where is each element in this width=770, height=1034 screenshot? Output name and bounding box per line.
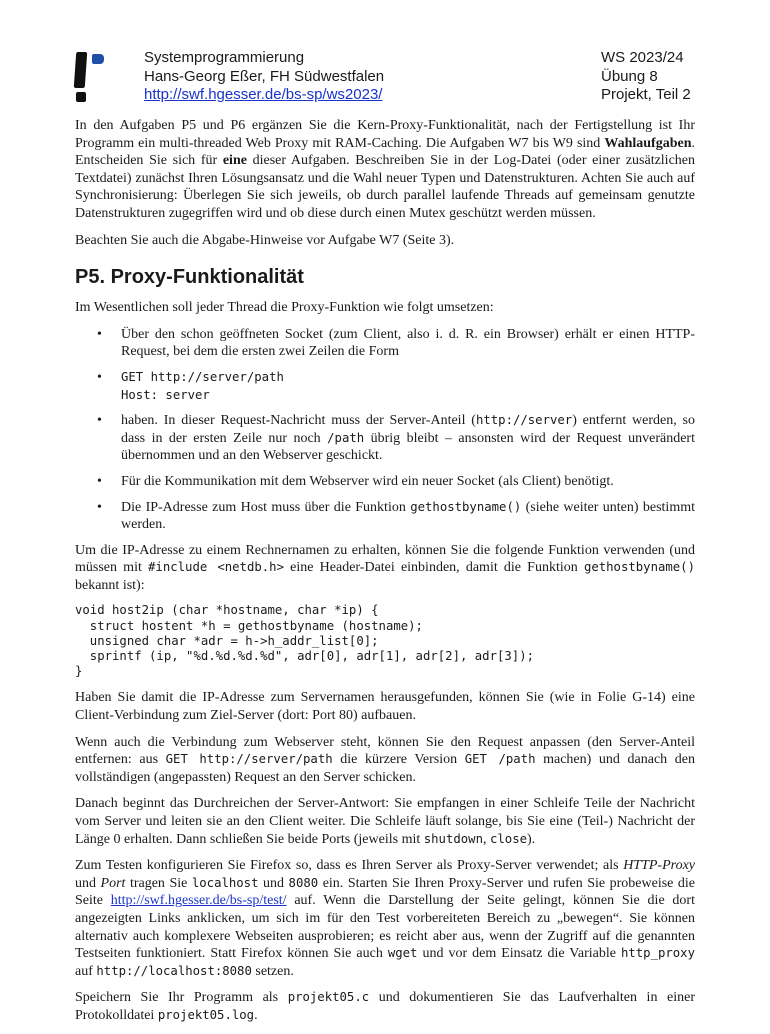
document-body — [75, 117, 695, 1034]
author-line: Hans-Georg Eßer, FH Südwestfalen — [144, 67, 385, 85]
project-label: Projekt, Teil 2 — [601, 86, 691, 103]
list-item: • Über den schon geöffneten Socket (zum Client, also i. d. R. ein Browser) erhält er einen HTTP-Request, bei dem die ersten zwei Zeilen die Form — [97, 326, 695, 360]
semester-label: WS 2023/24 — [601, 49, 684, 66]
response-paragraph: Danach beginnt das Durchreichen der Server-Antwort: Sie empfangen in einer Schleife Teile der Nachricht vom Server und leiten sie an den Client weiter. Die Schleife läuft solange, bis Sie eine (Teil-) Nachricht der Länge 0 erhalten. Dann schließen Sie beide Ports (jeweils mit shutdown, close). — [75, 796, 695, 847]
section-lead: Im Wesentlichen soll jeder Thread die Proxy-Funktion wie folgt umsetzen: — [75, 300, 494, 316]
exercise-label: Übung 8 — [601, 67, 658, 85]
ip-paragraph: Um die IP-Adresse zu einem Rechnernamen zu erhalten, können Sie die folgende Funktion verwenden (und müssen mit #include <netdb.h> eine Header-Datei einbinden, damit die Funktion gethostbyname() bekannt ist): — [75, 542, 695, 593]
course-url-link[interactable]: http://swf.hgesser.de/bs-sp/ws2023/ — [144, 86, 383, 103]
test-page-link[interactable]: http://swf.hgesser.de/bs-sp/test/ — [110, 893, 287, 909]
list-item: • Für die Kommunikation mit dem Webserver wird ein neuer Socket (als Client) benötigt. — [97, 473, 614, 489]
list-item: • haben. In dieser Request-Nachricht muss der Server-Anteil (http://server) entfernt werden, so dass in der ersten Zeile nur noch /path übrig bleibt – ansonsten wird der Request unverändert übernommen und an den Webserver geschickt. — [97, 413, 696, 464]
course-title: Systemprogrammierung — [144, 49, 305, 66]
connection-paragraph: Haben Sie damit die IP-Adresse zum Servernamen herausgefunden, können Sie (wie in Folie G-14) eine Client-Verbindung zum Ziel-Server (dort: Port 80) aufbauen. — [75, 690, 695, 724]
header-left — [144, 49, 384, 105]
header-right — [601, 49, 691, 105]
testing-paragraph: Zum Testen konfigurieren Sie Firefox so, dass es Ihren Server als Proxy-Server verwendet; als HTTP-Proxy und Port tragen Sie localhost und 8080 ein. Starten Sie Ihren Proxy-Server und rufen Sie probeweise die Seite http://swf.hgesser.de/bs-sp/test/ auf. Wenn die Darstellung der Seite gelingt, können Sie die dort angezeigten Links anklicken, um sich im für den Test vorbereiteten Bereich zu „bewegen“. Sie können alternativ auch komplexere Webseiten ausprobieren; es reicht aber aus, wenn der Zugriff auf die genannten Testseiten funktioniert. Statt Firefox können Sie auch wget und vor dem Einsatz die Variable http_proxy auf http://localhost:8080 setzen. — [75, 858, 696, 979]
logo-icon — [70, 48, 110, 100]
page-header — [0, 0, 770, 110]
save-paragraph: Speichern Sie Ihr Programm als projekt05.c und dokumentieren Sie das Laufverhalten in einer Protokolldatei projekt05.log. — [75, 990, 695, 1023]
intro-paragraph: In den Aufgaben P5 und P6 ergänzen Sie die Kern-Proxy-Funktionalität, nach der Fertigstellung ist Ihr Programm ein multi-threaded Web Proxy mit RAM-Caching. Die Aufgaben W7 bis W9 sind Wahlaufgaben. Entscheiden Sie sich für eine dieser Aufgaben. Beschreiben Sie in der Log-Datei (oder einer zusätzlichen Textdatei) zunächst Ihren Lösungsansatz und die Wahl neuer Typen und Datenstrukturen. Achten Sie auch auf Synchronisierung: Überlegen Sie sich jeweils, ob durch parallel laufende Threads auf gemeinsam genutzte Datenstrukturen zugegriffen wird und ob diese durch einen Mutex geschützt werden müssen. — [75, 118, 695, 221]
request-paragraph: Wenn auch die Verbindung zum Webserver steht, können Sie den Request anpassen (den Server-Anteil entfernen: aus GET http://server/path die kürzere Version GET /path machen) und danach den vollständigen (angepassten) Request an den Server schicken. — [75, 734, 695, 785]
section-heading: P5. Proxy-Funktionalität — [75, 266, 304, 289]
list-item: • GET http://server/path Host: server — [97, 369, 284, 402]
step-list — [75, 326, 695, 534]
submission-note: Beachten Sie auch die Abgabe-Hinweise vor Aufgabe W7 (Seite 3). — [75, 232, 455, 248]
list-item: • Die IP-Adresse zum Host muss über die Funktion gethostbyname() (siehe weiter unten) bestimmt werden. — [97, 499, 695, 533]
code-block: void host2ip (char *hostname, char *ip) { struct hostent *h = gethostbyname (hostname); unsigned char *adr = h->h_addr_list[0]; sprintf (ip, "%d.%d.%d.%d", adr[0], adr[1], adr[2], adr[3]); } — [75, 603, 535, 679]
